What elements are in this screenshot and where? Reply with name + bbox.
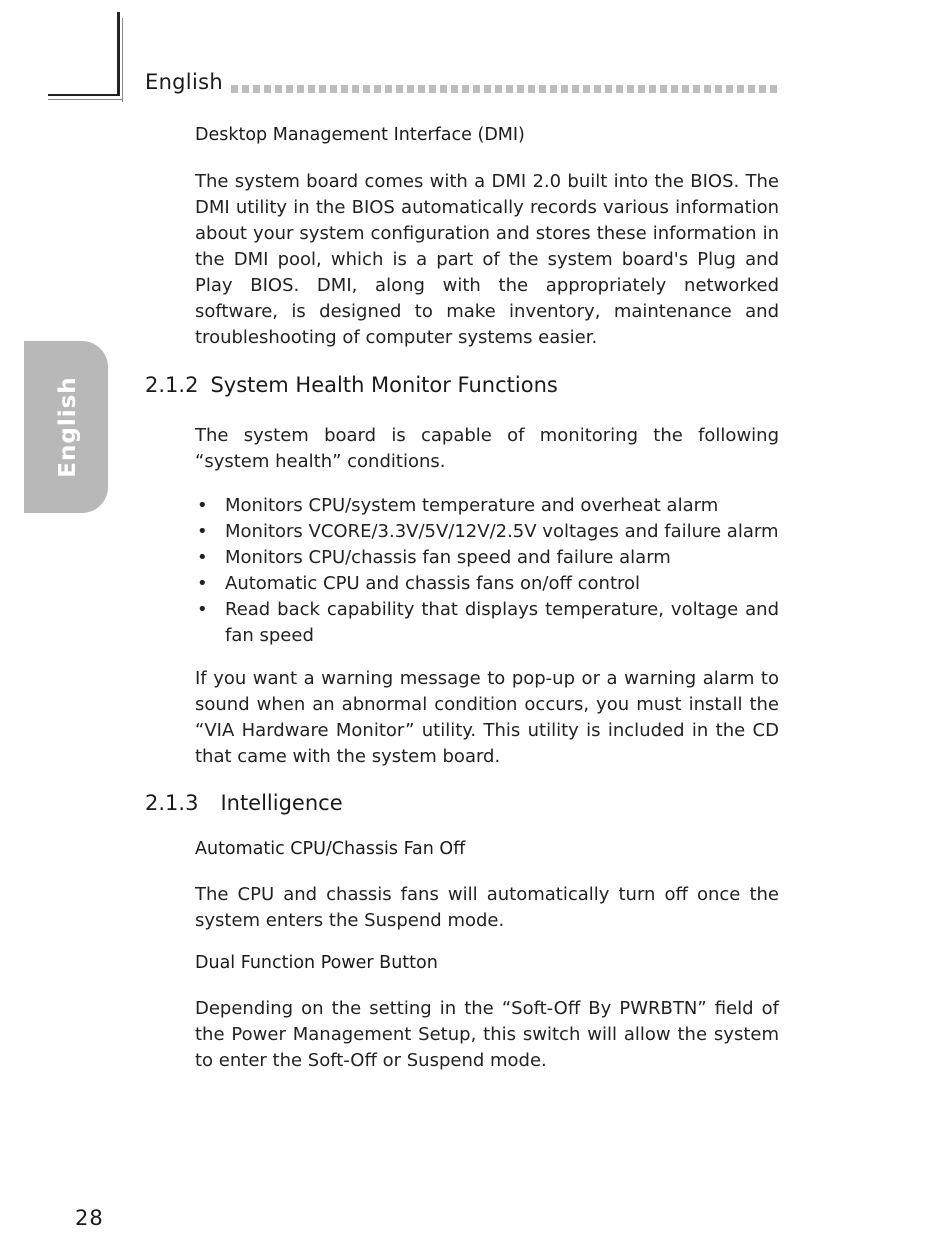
list-item <box>195 571 779 597</box>
fan-off-paragraph: The CPU and chassis fans will automatically turn off once the system enters the Suspend mode. <box>195 884 779 931</box>
health-outro-paragraph: If you want a warning message to pop-up or a warning alarm to sound when an abnormal condition occurs, you must install the “VIA Hardware Monitor” utility. This utility is included in the CD that came with the system board. <box>195 668 779 767</box>
header-language-label: English <box>145 70 223 94</box>
page-number: 28 <box>75 1206 104 1230</box>
bullet-icon: • <box>197 547 208 568</box>
corner-mark-horizontal-shadow <box>48 99 122 100</box>
bullet-icon: • <box>197 573 208 594</box>
header-dotted-rule <box>231 85 779 93</box>
dmi-paragraph: The system board comes with a DMI 2.0 built into the BIOS. The DMI utility in the BIOS automatically records various information about your system configuration and stores these information in the DMI pool, which is a part of the system board's Plug and Play BIOS. DMI, along with the appropriately networked software, is designed to make inventory, maintenance and troubleshooting of computer systems easier. <box>195 171 779 348</box>
section-title: Intelligence <box>220 791 343 815</box>
section-heading-intelligence <box>145 791 343 815</box>
power-button-heading: Dual Function Power Button <box>195 953 438 973</box>
list-item-text: Read back capability that displays temperature, voltage and fan speed <box>225 599 779 646</box>
corner-mark-horizontal <box>48 94 120 96</box>
health-intro-paragraph: The system board is capable of monitoring the following “system health” conditions. <box>195 425 779 472</box>
health-bullet-list <box>195 493 779 649</box>
list-item-text: Automatic CPU and chassis fans on/off control <box>225 573 641 594</box>
fan-off-heading: Automatic CPU/Chassis Fan Off <box>195 839 466 859</box>
dmi-heading: Desktop Management Interface (DMI) <box>195 125 525 145</box>
section-title: System Health Monitor Functions <box>210 373 558 397</box>
corner-mark-vertical-shadow <box>122 18 123 102</box>
side-language-tab-label: English <box>55 376 81 478</box>
list-item-text: Monitors CPU/system temperature and overheat alarm <box>225 495 719 516</box>
section-heading-health <box>145 373 558 397</box>
list-item <box>195 545 779 571</box>
bullet-icon: • <box>197 599 208 620</box>
section-number: 2.1.2 <box>145 373 199 397</box>
list-item-text: Monitors VCORE/3.3V/5V/12V/2.5V voltages and failure alarm <box>225 521 779 542</box>
section-number: 2.1.3 <box>145 791 199 815</box>
bullet-icon: • <box>197 521 208 542</box>
list-item <box>195 493 779 519</box>
list-item-text: Monitors CPU/chassis fan speed and failure alarm <box>225 547 671 568</box>
bullet-icon: • <box>197 495 208 516</box>
corner-mark-vertical <box>117 12 120 96</box>
list-item <box>195 519 779 545</box>
list-item <box>195 597 779 649</box>
power-button-paragraph: Depending on the setting in the “Soft-Off By PWRBTN” field of the Power Management Setup, this switch will allow the system to enter the Soft-Off or Suspend mode. <box>195 998 779 1071</box>
